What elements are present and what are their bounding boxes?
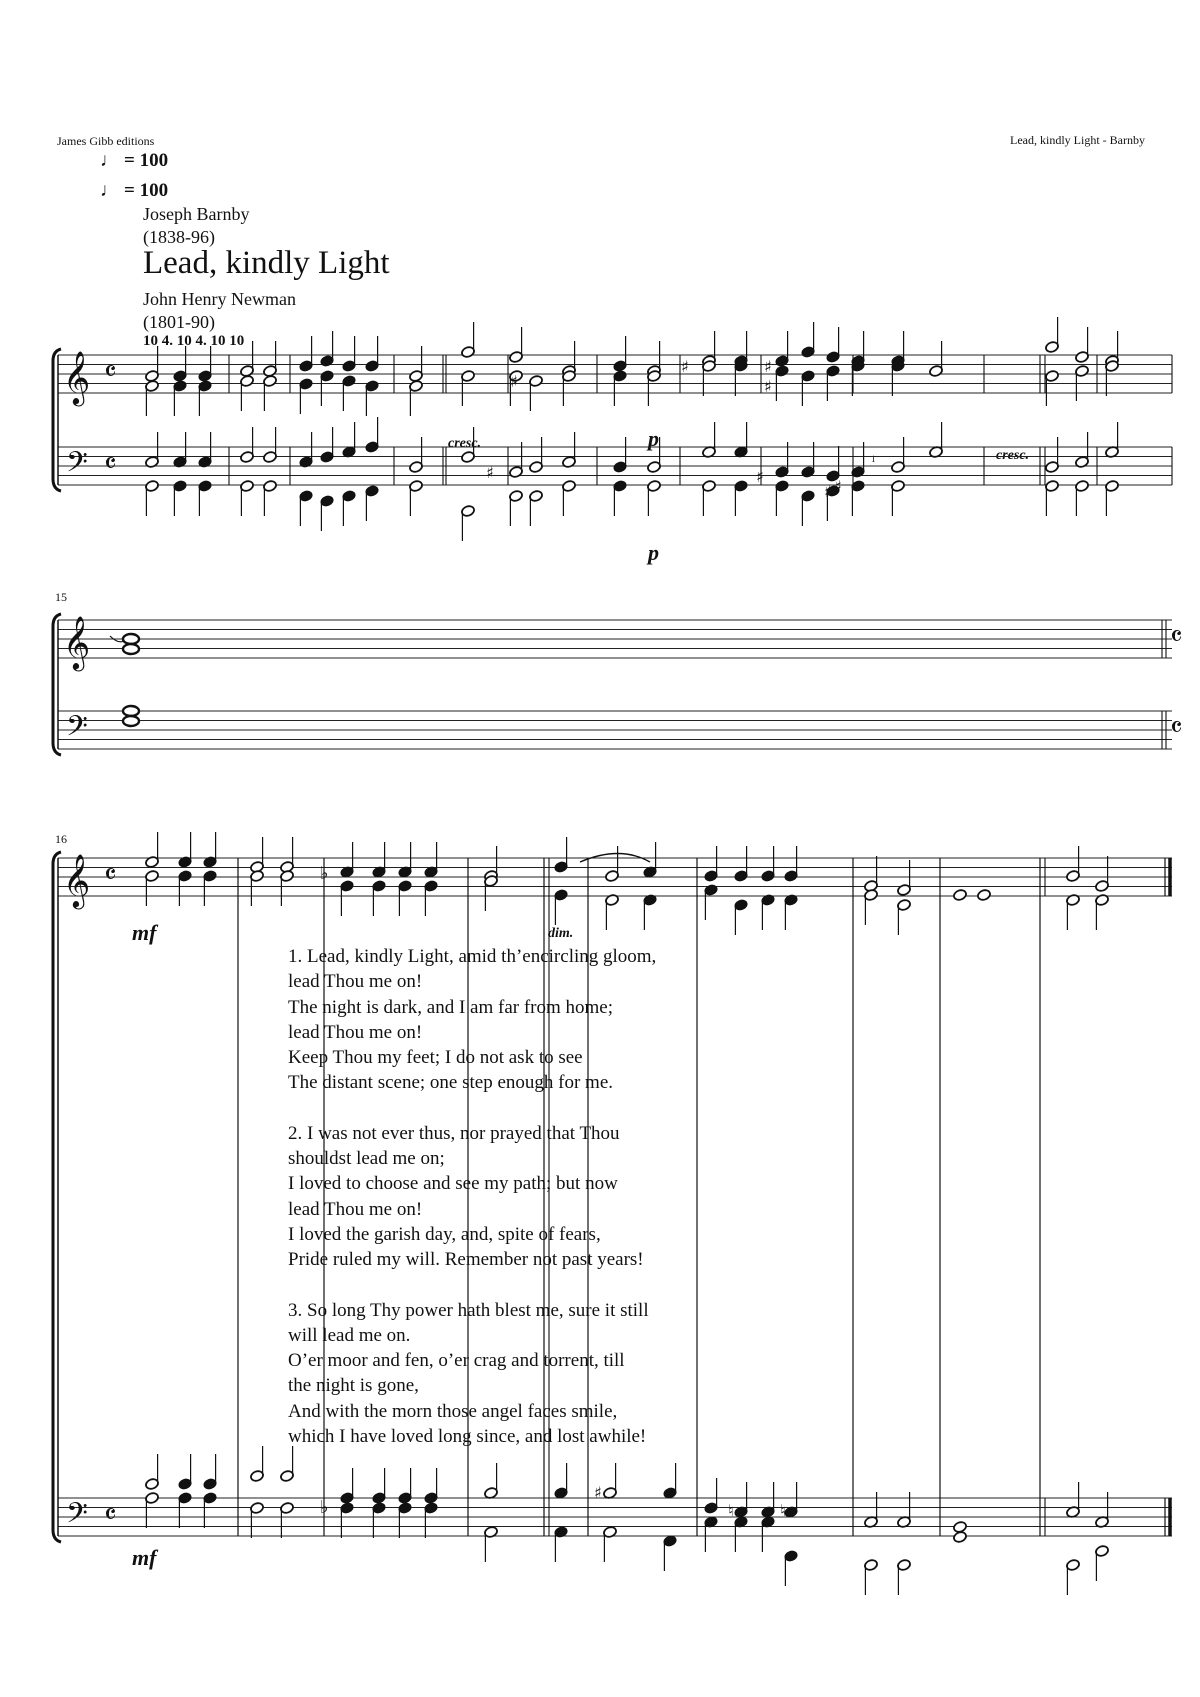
verse-line: The night is dark, and I am far from home; [288,996,614,1018]
verse-line: Pride ruled my will. Remember not past years! [288,1249,644,1271]
dynamic-dim: dim. [548,926,574,941]
natural-icon: ♮ [728,1501,734,1520]
measure-number: 16 [55,832,67,846]
flat-icon: ♭ [320,1497,329,1518]
verse-line: I loved the garish day, and, spite of fears, [288,1223,601,1245]
header-publisher: James Gibb editions [57,134,155,148]
verse-line: 3. So long Thy power hath blest me, sure it still [288,1299,649,1321]
verse-line: 2. I was not ever thus, nor prayed that Thou [288,1122,620,1144]
common-time-icon: 𝄴 [104,858,117,891]
quarter-note-icon: ♩ [100,180,119,201]
sharp-icon: ♯ [510,372,518,391]
whole-note [123,706,139,716]
verse-line: which I have loved long since, and lost awhile! [288,1426,647,1448]
dynamic-piano: p [648,540,659,565]
whole-note [123,716,139,726]
verse-line: lead Thou me on! [288,1198,423,1220]
common-time-icon: 𝄴 [104,355,117,388]
verse-line: Keep Thou my feet; I do not ask to see [288,1047,583,1069]
whole-note [123,634,139,644]
sharp-icon: ♯ [594,1483,602,1502]
verse-line: will lead me on. [288,1324,411,1346]
sharp-icon: ♯ [756,467,764,486]
system-bracket [53,349,61,491]
hymn-meter: 10 4. 10 4. 10 10 [143,333,245,349]
verse-line: 1. Lead, kindly Light, amid th’encircling gloom, [288,946,657,967]
composer-dates: (1838-96) [143,227,215,247]
verse-line: O’er moor and fen, o’er crag and torrent, till [288,1350,625,1372]
whole-note [123,644,139,654]
natural-icon: ♮ [780,1501,786,1520]
dynamic-cresc: cresc. [996,448,1030,463]
verse-line: shouldst lead me on; [288,1148,445,1170]
notehead [953,1531,968,1544]
flat-icon: ♭ [320,863,329,884]
verse-line: lead Thou me on! [288,1021,423,1043]
sharp-icon: ♯ [764,377,772,396]
common-time-icon: 𝄴 [1170,711,1183,744]
sharp-icon: ♯ [681,357,689,376]
quarter-note-icon: ♩ [100,150,119,171]
bass-clef-icon: 𝄢 [66,710,88,750]
bass-clef-icon: 𝄢 [66,1497,88,1537]
treble-clef-icon: 𝄞 [63,615,91,669]
verse-line: lead Thou me on! [288,971,423,993]
common-time-icon: 𝄴 [104,447,117,480]
header-title: Lead, kindly Light - Barnby [1010,133,1145,147]
dynamic-mezzo-forte: mf [132,1545,157,1570]
verse-line: And with the morn those angel faces smile, [288,1400,618,1422]
composer-name: Joseph Barnby [143,204,250,224]
fingering-mark: 1 [871,454,876,464]
verse-line: the night is gone, [288,1375,419,1397]
sharp-icon: ♯ [824,482,832,501]
bass-clef-icon: 𝄢 [66,446,88,486]
dynamic-cresc: cresc. [448,436,482,451]
dynamic-mezzo-forte: mf [132,920,157,945]
dynamic-piano: p [648,426,659,451]
notehead [977,889,992,902]
tempo-mark: ♩ = 100 [100,180,169,201]
common-time-icon: 𝄴 [104,1498,117,1531]
tempo-mark: ♩ = 100 [100,150,169,171]
system-bracket [53,614,61,755]
treble-clef-icon: 𝄞 [63,350,91,404]
sharp-icon: ♯ [764,357,772,376]
verse-line: I loved to choose and see my path; but now [288,1173,618,1195]
author-name: John Henry Newman [143,289,296,309]
sharp-icon: ♯ [486,463,494,482]
treble-clef-icon: 𝄞 [63,853,91,907]
measure-number: 15 [55,590,67,604]
sharp-icon: ♯ [834,477,842,496]
author-dates: (1801-90) [143,312,215,332]
notehead [953,889,968,902]
page-title: Lead, kindly Light [143,245,390,281]
verse-line: The distant scene; one step enough for me. [288,1072,614,1094]
common-time-icon: 𝄴 [1170,620,1183,653]
system-bracket [53,852,61,1542]
